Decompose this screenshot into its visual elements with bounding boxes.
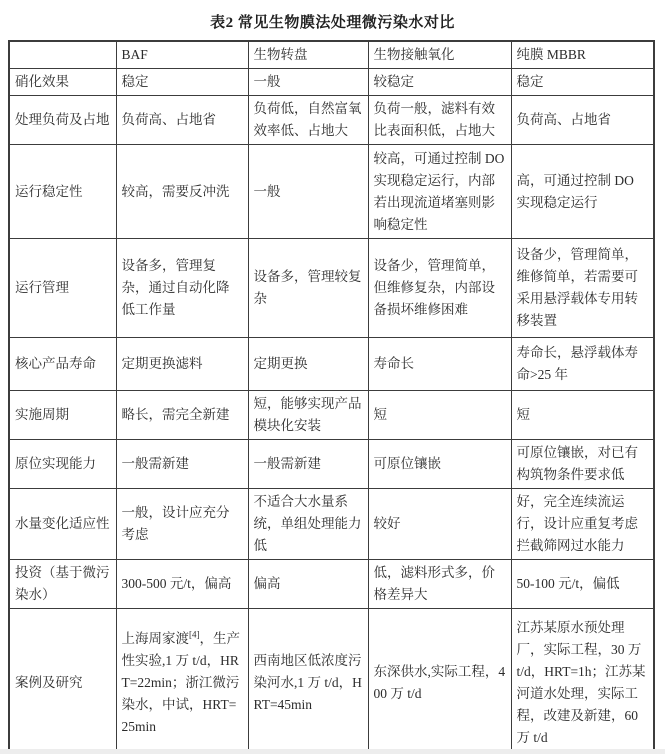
- cell: 较高，可通过控制 DO 实现稳定运行，内部若出现流道堵塞则影响稳定性: [368, 145, 511, 239]
- citation-superscript: [4]: [189, 629, 200, 640]
- row-label: 运行管理: [9, 239, 116, 338]
- table-row-investment: [9, 560, 654, 609]
- cell: 设备少，管理简单，维修简单，若需要可采用悬浮载体专用转移装置: [511, 239, 654, 338]
- cell: 一般需新建: [116, 440, 248, 489]
- cell: 负荷高、占地省: [116, 96, 248, 145]
- cell: 偏高: [248, 560, 368, 609]
- cell: 东深供水,实际工程，400 万 t/d: [368, 609, 511, 754]
- header-pure-mbbr: 纯膜 MBBR: [511, 41, 654, 69]
- cell: 短，能够实现产品模块化安装: [248, 391, 368, 440]
- cell: 高，可通过控制 DO 实现稳定运行: [511, 145, 654, 239]
- cell: 较好: [368, 489, 511, 560]
- row-label: 水量变化适应性: [9, 489, 116, 560]
- row-label: 运行稳定性: [9, 145, 116, 239]
- table-caption: 表2 常见生物膜法处理微污染水对比: [210, 15, 455, 31]
- table-row-core-product-life: [9, 338, 654, 391]
- cell: 短: [511, 391, 654, 440]
- cell: 定期更换: [248, 338, 368, 391]
- cell: 负荷一般，滤料有效比表面积低，占地大: [368, 96, 511, 145]
- cell: 不适合大水量系统，单组处理能力低: [248, 489, 368, 560]
- cell: 可原位镶嵌，对已有构筑物条件要求低: [511, 440, 654, 489]
- table-row-cases-research: [9, 609, 654, 754]
- header-bio-contact-oxidation: 生物接触氧化: [368, 41, 511, 69]
- cell: 一般: [248, 69, 368, 96]
- cell: 一般: [248, 145, 368, 239]
- cell: 寿命长: [368, 338, 511, 391]
- cell: 可原位镶嵌: [368, 440, 511, 489]
- cell: 略长，需完全新建: [116, 391, 248, 440]
- row-label: 硝化效果: [9, 69, 116, 96]
- header-empty: [9, 41, 116, 69]
- row-label: 实施周期: [9, 391, 116, 440]
- cell: 江苏某原水预处理厂，实际工程，30 万 t/d，HRT=1h；江苏某河道水处理，实际工程，改建及新建，60 万 t/d: [511, 609, 654, 754]
- row-label: 原位实现能力: [9, 440, 116, 489]
- cell: 稳定: [511, 69, 654, 96]
- row-label: 案例及研究: [9, 609, 116, 754]
- cell: 一般需新建: [248, 440, 368, 489]
- row-label: 处理负荷及占地: [9, 96, 116, 145]
- table-row-nitrification: [9, 69, 654, 96]
- row-label: 投资（基于微污染水）: [9, 560, 116, 609]
- cell: 设备多，管理复杂，通过自动化降低工作量: [116, 239, 248, 338]
- cell: 负荷高、占地省: [511, 96, 654, 145]
- cell: 300-500 元/t，偏高: [116, 560, 248, 609]
- comparison-table: [8, 40, 655, 754]
- cell: 西南地区低浓度污染河水,1 万 t/d，HRT=45min: [248, 609, 368, 754]
- case-text-post: ，生产性实验,1 万 t/d，HRT=22min；浙江微污染水，中试，HRT=25min: [121, 631, 240, 735]
- cell: 短: [368, 391, 511, 440]
- cell: 寿命长，悬浮载体寿命>25 年: [511, 338, 654, 391]
- cell: 较高，需要反冲洗: [116, 145, 248, 239]
- table-row-insitu-capability: [9, 440, 654, 489]
- table-row-flow-variation-adaptability: [9, 489, 654, 560]
- table-row-operation-management: [9, 239, 654, 338]
- cell: 50-100 元/t，偏低: [511, 560, 654, 609]
- cell: 低，滤料形式多，价格差异大: [368, 560, 511, 609]
- cell: 定期更换滤料: [116, 338, 248, 391]
- cell: 设备少，管理简单，但维修复杂，内部设备损坏维修困难: [368, 239, 511, 338]
- cell: 较稳定: [368, 69, 511, 96]
- cell: 设备多，管理较复杂: [248, 239, 368, 338]
- cell: [116, 609, 248, 754]
- case-text-pre: 上海周家渡: [121, 631, 189, 647]
- row-label: 核心产品寿命: [9, 338, 116, 391]
- table-row-load-footprint: [9, 96, 654, 145]
- table-row-implementation-period: [9, 391, 654, 440]
- header-rotating-disc: 生物转盘: [248, 41, 368, 69]
- cell: 好，完全连续流运行，设计应重复考虑拦截筛网过水能力: [511, 489, 654, 560]
- header-baf: BAF: [116, 41, 248, 69]
- cell: 一般，设计应充分考虑: [116, 489, 248, 560]
- page-bottom-edge: [0, 749, 665, 754]
- table-row-operation-stability: [9, 145, 654, 239]
- cell: 负荷低，自然富氧效率低、占地大: [248, 96, 368, 145]
- header-row: [9, 41, 654, 69]
- cell: 稳定: [116, 69, 248, 96]
